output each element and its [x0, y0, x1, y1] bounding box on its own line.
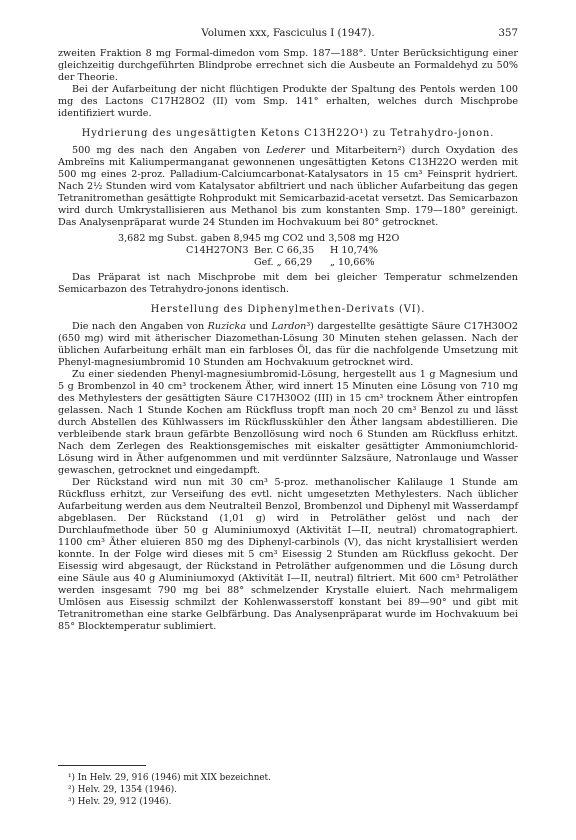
text-fragment: 500 mg des nach den Angaben von	[72, 145, 267, 156]
footnotes	[58, 772, 518, 808]
section-heading-hydrogenation: Hydrierung des ungesättigten Ketons C13H22O¹) zu Tetrahydro-jonon.	[81, 128, 495, 139]
analysis-row-found	[58, 257, 518, 269]
footnote-2: ²) Helv. 29, 1354 (1946).	[68, 785, 177, 795]
paragraph-hydrogenation-procedure	[58, 145, 518, 229]
footnote-1: ¹) In Helv. 29, 916 (1946) mit XIX bezeichnet.	[68, 773, 271, 783]
paragraph-workup-chromatography: Der Rückstand wird nun mit 30 cm³ 5-proz. methanolischer Kalilauge 1 Stunde am Rückfluss erhitzt, zur Verseifung des evtl. nicht umgesetzten Methylesters. Nach üblicher Aufarbeitung werden aus dem Neutralteil Benzol, Brombenzol und Diphenyl mit Wasserdampf abgeblasen. Der Rückstand (1,01 g) wird in Petroläther gelöst und nach der Durchlaufmethode über 50 g Aluminiumoxyd (Aktivität I—II, neutral) chromatographiert. 1100 cm³ Äther eluieren 850 mg des Diphenyl-carbinols (V), das nicht krystallisiert werden konnte. In der Folge wird dieses mit 5 cm³ Eisessig 2 Stunden am Rückfluss gekocht. Der Eisessig wird abgesaugt, der Rückstand in Petroläther aufgenommen und die Lösung durch eine Säule aus 40 g Aluminiumoxyd (Aktivität I—II, neutral) filtriert. Mit 600 cm³ Petroläther werden insgesamt 790 mg bei 88° schmelzender Krystalle eluiert. Nach mehrmaligem Umlösen aus Eisessig schmilzt der Kohlenwasserstoff konstant bei 89—90° und gibt mit Tetranitromethan eine starke Gelbfärbung. Das Analysenpräparat wurde im Hochvakuum bei 85° Blocktemperatur sublimiert.	[58, 477, 518, 632]
text-fragment: und	[246, 321, 272, 332]
author-name-lederer: Lederer	[266, 145, 305, 156]
page	[58, 28, 518, 633]
footnote-divider	[58, 765, 146, 766]
analysis-measurement: 3,682 mg Subst. gaben 8,945 mg CO2 und 3,508 mg H2O	[118, 233, 400, 244]
paragraph-lactone: Bei der Aufarbeitung der nicht flüchtigen Produkte der Spaltung des Pentols werden 100 mg des Lactons C17H28O2 (II) vom Smp. 141° erhalten, welches durch Mischprobe identifiziert wurde.	[58, 84, 518, 119]
analysis-found-h: „ 10,66%	[330, 257, 375, 268]
page-number: 357	[498, 28, 518, 39]
text-fragment: und Mitarbeitern²) durch Oxydation des Ambreïns mit Kaliumpermanganat gewonnenen ungesättigten Ketons C13H22O werden mit 500 mg eines 2-proz. Palladium-Calciumcarbonat-Katalysators in 15 cm³ Feinsprit hydriert. Nach 2½ Stunden wird vom Katalysator abfiltriert und nach üblicher Aufarbeitung das gegen Tetranitromethan gesättigte Rohprodukt mit Semicarbazid-acetat versetzt. Das Semicarbazon wird durch Umkrystallisieren aus Methanol bis zum konstanten Smp. 179—180° gereinigt. Das Analysenpräparat wurde 24 Stunden im Hochvakuum bei 80° getrocknet.	[58, 145, 518, 228]
running-head	[58, 28, 518, 44]
text-fragment: ³) dargestellte gesättigte Säure C17H30O2 (650 mg) wird mit ätherischer Diazomethan-Lösung 30 Minuten stehen gelassen. Nach der üblichen Aufarbeitung erhält man ein farbloses Öl, das für die nachfolgende Umsetzung mit Phenyl-magnesiumbromid 10 Stunden am Hochvakuum getrocknet wird.	[58, 321, 518, 368]
paragraph-methyl-ester	[58, 321, 518, 369]
author-name-ruzicka: Ruzicka	[207, 321, 247, 332]
paragraph-formaldehyde-yield: zweiten Fraktion 8 mg Formal-dimedon vom Smp. 187—188°. Unter Berücksichtigung einer gleichzeitig durchgeführten Blindprobe errechnet sich die Ausbeute an Formaldehyd zu 50% der Theorie.	[58, 48, 518, 83]
analysis-row-measured	[58, 233, 518, 245]
text-fragment: Die nach den Angaben von	[72, 321, 208, 332]
journal-volume-title: Volumen xxx, Fasciculus I (1947).	[201, 28, 375, 39]
analysis-calculated-c: Ber. C 66,35	[254, 245, 315, 256]
analysis-formula: C14H27ON3	[186, 245, 249, 256]
analysis-found-c: Gef. „ 66,29	[254, 257, 313, 268]
paragraph-identity: Das Präparat ist nach Mischprobe mit dem bei gleicher Temperatur schmelzenden Semicarbazon des Tetrahydro-jonons identisch.	[58, 272, 518, 295]
analysis-row-calculated	[58, 245, 518, 257]
section-heading-diphenylmethen: Herstellung des Diphenylmethen-Derivats (VI).	[150, 304, 426, 315]
elemental-analysis	[58, 233, 518, 269]
author-name-lardon: Lardon	[271, 321, 307, 332]
analysis-calculated-h: H 10,74%	[330, 245, 378, 256]
paragraph-grignard: Zu einer siedenden Phenyl-magnesiumbromid-Lösung, hergestellt aus 1 g Magnesium und 5 g Brombenzol in 40 cm³ trockenem Äther, wird innert 15 Minuten eine Lösung von 710 mg des Methylesters der gesättigten Säure C17H30O2 (III) in 15 cm³ trocknem Äther eintropfen gelassen. Nach 1 Stunde Kochen am Rückfluss tropft man noch 20 cm³ Benzol zu und lässt durch Abstellen des Kühlwassers im Rückflusskühler den Äther langsam abdestillieren. Die verbleibende stark braun gefärbte Benzollösung wird noch 6 Stunden am Rückfluss erhitzt. Nach dem Zerlegen des Reaktionsgemisches mit eiskalter gesättigter Ammoniumchlorid-Lösung wird in Äther aufgenommen und mit verdünnter Salzsäure, Natronlauge und Wasser gewaschen, getrocknet und eingedampft.	[58, 369, 518, 476]
footnote-3: ³) Helv. 29, 912 (1946).	[68, 797, 172, 807]
